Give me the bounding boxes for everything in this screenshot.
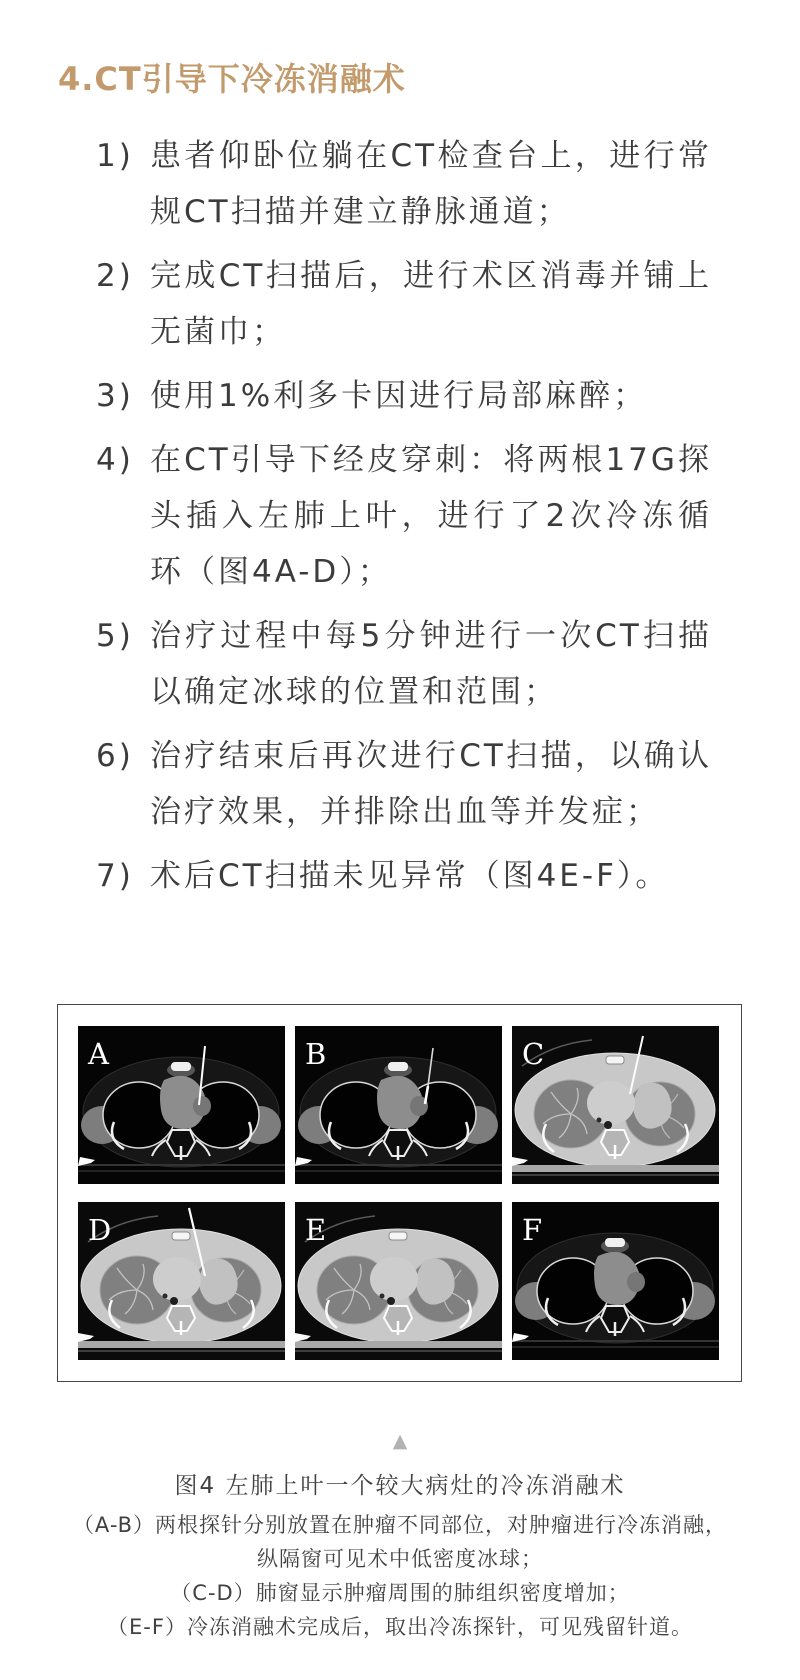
item-number: 5) bbox=[96, 618, 134, 654]
item-number: 3) bbox=[96, 378, 134, 414]
item-text: 患者仰卧位躺在CT检查台上，进行常规CT扫描并建立静脉通道； bbox=[150, 138, 712, 230]
item-number: 6) bbox=[96, 738, 134, 774]
list-item bbox=[96, 728, 800, 840]
item-text: 治疗过程中每5分钟进行一次CT扫描以确定冰球的位置和范围； bbox=[150, 618, 712, 710]
figure-caption-title: 图4 左肺上叶一个较大病灶的冷冻消融术 bbox=[174, 1473, 626, 1499]
item-number: 4) bbox=[96, 442, 134, 478]
figure-caption bbox=[0, 1508, 800, 1644]
procedure-list bbox=[96, 128, 800, 904]
ct-image-f bbox=[512, 1202, 719, 1360]
item-number: 2) bbox=[96, 258, 134, 294]
panel-label: A bbox=[88, 1037, 109, 1071]
caption-line: （C-D）肺窗显示肿瘤周围的肺组织密度增加； bbox=[170, 1581, 630, 1605]
item-text: 完成CT扫描后，进行术区消毒并铺上无菌巾； bbox=[150, 258, 712, 350]
page-title: 4.CT引导下冷冻消融术 bbox=[58, 60, 406, 98]
ct-panel-grid bbox=[78, 1026, 721, 1360]
list-item bbox=[96, 368, 800, 424]
list-item bbox=[96, 432, 800, 600]
list-item bbox=[96, 848, 800, 904]
ct-image-d bbox=[78, 1202, 285, 1360]
panel-label: C bbox=[522, 1037, 545, 1071]
triangle-up-icon: ▲ bbox=[392, 1430, 408, 1452]
panel-label: B bbox=[305, 1037, 327, 1071]
item-number: 1) bbox=[96, 138, 134, 174]
panel-label: D bbox=[88, 1213, 112, 1247]
caption-line: 纵隔窗可见术中低密度冰球； bbox=[257, 1547, 543, 1571]
ct-image-a bbox=[78, 1026, 285, 1184]
item-text: 治疗结束后再次进行CT扫描，以确认治疗效果，并排除出血等并发症； bbox=[150, 738, 712, 830]
list-item bbox=[96, 128, 800, 240]
ct-image-b bbox=[295, 1026, 502, 1184]
list-item bbox=[96, 248, 800, 360]
item-text: 使用1%利多卡因进行局部麻醉； bbox=[150, 378, 648, 414]
panel-label: F bbox=[522, 1213, 543, 1247]
figure-4-box bbox=[57, 1004, 742, 1382]
item-text: 在CT引导下经皮穿刺：将两根17G探头插入左肺上叶，进行了2次冷冻循环（图4A-D）； bbox=[150, 442, 712, 590]
item-text: 术后CT扫描未见异常（图4E-F）。 bbox=[150, 858, 670, 894]
caption-line: （E-F）冷冻消融术完成后，取出冷冻探针，可见残留针道。 bbox=[107, 1615, 693, 1639]
list-item bbox=[96, 608, 800, 720]
ct-image-c bbox=[512, 1026, 719, 1184]
caption-line: （A-B）两根探针分别放置在肿瘤不同部位，对肿瘤进行冷冻消融， bbox=[72, 1513, 728, 1537]
ct-image-e bbox=[295, 1202, 502, 1360]
panel-label: E bbox=[305, 1213, 327, 1247]
item-number: 7) bbox=[96, 858, 134, 894]
